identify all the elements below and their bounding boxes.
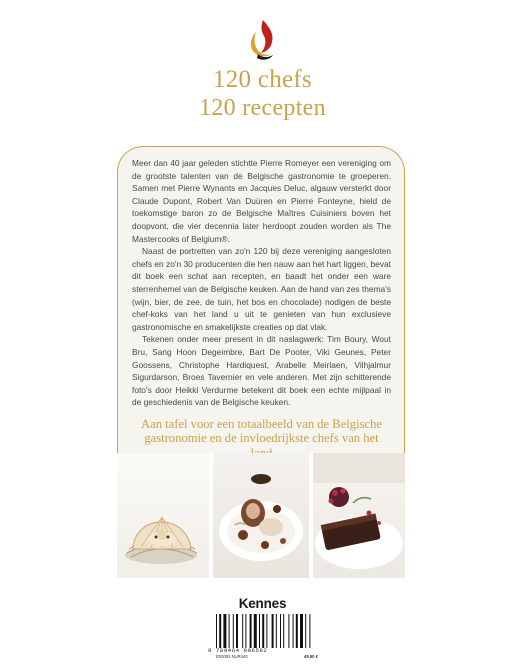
barcode-meta [216,654,318,660]
flame-logo-icon [246,18,280,62]
product-code: E00092 NUR440 [216,654,248,659]
scallop-shell-dish-image [117,453,209,578]
blurb-panel [117,146,405,453]
photo-strip [117,453,405,578]
blurb-paragraph-3: Tekenen onder meer present in dit naslagwerk: Tim Boury, Wout Bru, Sang Hoon Degeimbre, Bart De Pooter, Viki Geunes, Peter Goossens, Christophe Hardiquest, Arabelle Meirlaen, Vilhjalmur Sigurdarson, Broes Tavernier en vele anderen. Met zijn schitterende foto's door Heikki Verdurme betekent dit boek een echte mijlpaal in de geschiedenis van de Belgische keuken. [132,334,391,408]
price-label: 49,90 € [304,654,318,659]
blurb-paragraph-2: Naast de portretten van zo'n 120 bij deze vereniging aangesloten chefs en zo'n 30 producenten die hen nauw aan het hart liggen, bevat dit boek een schat aan recepten, en baadt het onder een ware sterrenhemel van de Belgische keuken. Aan de hand van zes thema's (wijn, bier, de zee, de tuin, het bos en chocolade) nodigen de beste chef-koks van het land u uit te genieten van hun exclusieve gastronomische en smakelijkste creaties op dat vlak. [132,246,391,332]
title-line-2: 120 recepten [199,95,326,121]
title-line-1: 120 chefs [212,66,313,93]
barcode-bars [216,614,316,648]
chocolate-dessert-dish-image [313,453,405,578]
blurb-paragraph-1: Meer dan 40 jaar geleden stichtte Pierre Romeyer een vereniging om de grootste talenten van de Belgische gastronomie te groeperen. Samen met Pierre Wynants en Jacques Deluc, algauw versterkt door Claude Dupont, Robert Van Duüren en Pierre Fonteyne, hield de toekomstige baron zo de Belgische Maîtres Cuisiniers boven het doopvont, die vier decennia later herdoopt zouden worden als The Mastercooks of Belgium®. [132,158,391,244]
meat-roulade-dish-image [213,453,309,578]
barcode-number: 9 789464 006582 [208,647,268,654]
publisher-logo: Kennes [238,596,287,611]
tagline: Aan tafel voor een totaalbeeld van de Belgische gastronomie en de invloedrijkste chefs van het [141,416,382,446]
barcode [208,614,318,659]
